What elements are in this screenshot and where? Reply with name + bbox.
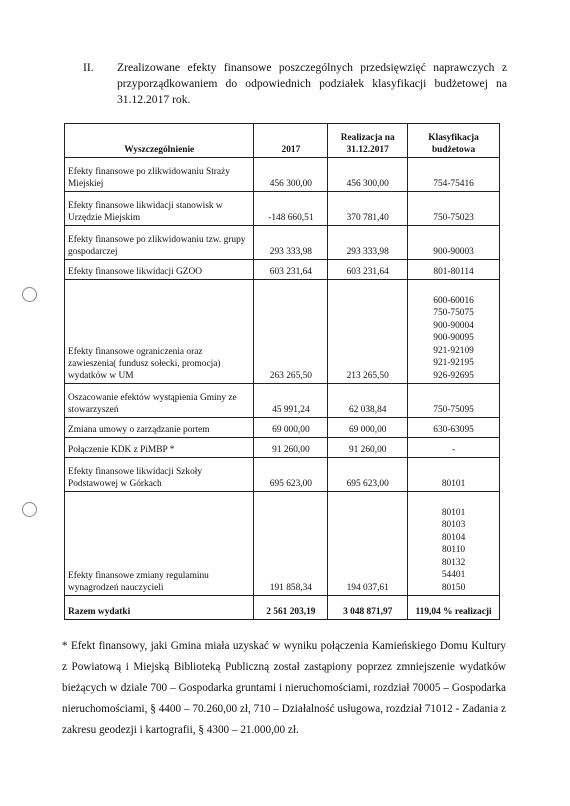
- klasyfikacja-code: 80132: [441, 557, 466, 568]
- row-2017: 263 265,50: [254, 280, 328, 384]
- row-desc: Połączenie KDK z PiMBP *: [65, 438, 254, 458]
- row-desc: Efekty finansowe po zlikwidowaniu Straży Miejskiej: [65, 158, 254, 192]
- row-klasyfikacja: [408, 438, 500, 458]
- row-2017: 191 858,34: [254, 492, 328, 596]
- row-2017: -148 660,51: [254, 192, 328, 226]
- klasyfikacja-code: 80103: [441, 520, 466, 530]
- klasyfikacja-code: 80104: [441, 532, 466, 543]
- row-klasyfikacja: [408, 418, 500, 438]
- punch-hole-top: [22, 287, 37, 302]
- table-row: [65, 158, 500, 192]
- klasyfikacja-code: 801-80114: [433, 266, 474, 277]
- klasyfikacja-code: 900-90095: [433, 333, 474, 343]
- klasyfikacja-code: 80150: [441, 582, 466, 593]
- total-desc: Razem wydatki: [65, 596, 254, 620]
- table-row: [65, 458, 500, 492]
- row-klasyfikacja: [408, 226, 500, 260]
- klasyfikacja-code: 750-75075: [433, 308, 474, 318]
- table-row: [65, 438, 500, 458]
- table-row: [65, 492, 500, 596]
- row-klasyfikacja: [408, 492, 500, 596]
- row-realizacja: 603 231,64: [328, 260, 408, 280]
- row-desc: Efekty finansowe po zlikwidowaniu tzw. grupy gospodarczej: [65, 226, 254, 260]
- row-desc: Oszacowanie efektów wystąpienia Gminy ze stowarzyszeń: [65, 384, 254, 418]
- row-2017: 695 623,00: [254, 458, 328, 492]
- row-klasyfikacja: [408, 384, 500, 418]
- total-row: [65, 596, 500, 620]
- klasyfikacja-code: 921-92109: [433, 345, 474, 356]
- klasyfikacja-code: 80101: [441, 507, 466, 518]
- financial-effects-table: [64, 123, 500, 620]
- row-realizacja: 695 623,00: [328, 458, 408, 492]
- row-realizacja: 62 038,84: [328, 384, 408, 418]
- total-realizacja: 3 048 871,97: [328, 596, 408, 620]
- row-realizacja: 69 000,00: [328, 418, 408, 438]
- punch-hole-bottom: [22, 502, 37, 517]
- row-2017: 293 333,98: [254, 226, 328, 260]
- row-realizacja: 293 333,98: [328, 226, 408, 260]
- klasyfikacja-code: 750-75023: [433, 212, 474, 223]
- klasyfikacja-code: 926-92695: [433, 370, 474, 381]
- header-2017: 2017: [254, 124, 328, 158]
- klasyfikacja-code: 600-60016: [433, 295, 474, 306]
- klasyfikacja-code: 630-63095: [433, 424, 474, 435]
- section-title: Zrealizowane efekty finansowe poszczególnych przedsięwzięć naprawczych z przyporządkowaniem do odpowiednich podziałek klasyfikacji budżetowej na 31.12.2017 rok.: [117, 61, 507, 106]
- header-desc: Wyszczególnienie: [65, 124, 254, 158]
- row-desc: Efekty finansowe ograniczenia oraz zawieszenia( fundusz sołecki, promocja) wydatków w UM: [65, 280, 254, 384]
- table-row: [65, 418, 500, 438]
- total-2017: 2 561 203,19: [254, 596, 328, 620]
- table-row: [65, 192, 500, 226]
- klasyfikacja-code: 750-75095: [433, 404, 474, 415]
- klasyfikacja-code: 900-90004: [433, 320, 474, 331]
- table-row: [65, 384, 500, 418]
- row-2017: 91 260,00: [254, 438, 328, 458]
- row-realizacja: 456 300,00: [328, 158, 408, 192]
- row-desc: Efekty finansowe likwidacji Szkoły Podstawowej w Górkach: [65, 458, 254, 492]
- row-2017: 603 231,64: [254, 260, 328, 280]
- row-desc: Zmiana umowy o zarządzanie portem: [65, 418, 254, 438]
- row-desc: Efekty finansowe likwidacji GZOO: [65, 260, 254, 280]
- table-row: [65, 226, 500, 260]
- klasyfikacja-code: 754-75416: [433, 178, 474, 189]
- table-row: [65, 260, 500, 280]
- row-klasyfikacja: [408, 260, 500, 280]
- total-percent: 119,04 % realizacji: [408, 596, 500, 620]
- klasyfikacja-code: 80101: [441, 478, 466, 489]
- header-realizacja: Realizacja na 31.12.2017: [328, 124, 408, 158]
- row-klasyfikacja: [408, 280, 500, 384]
- row-klasyfikacja: [408, 458, 500, 492]
- row-realizacja: 370 781,40: [328, 192, 408, 226]
- table-row: [65, 280, 500, 384]
- row-klasyfikacja: [408, 158, 500, 192]
- klasyfikacja-code: -: [452, 444, 456, 455]
- klasyfikacja-code: 900-90003: [433, 246, 474, 257]
- row-2017: 69 000,00: [254, 418, 328, 438]
- row-desc: Efekty finansowe zmiany regulaminu wynagrodzeń nauczycieli: [65, 492, 254, 596]
- row-realizacja: 194 037,61: [328, 492, 408, 596]
- klasyfikacja-code: 921-92195: [433, 358, 474, 368]
- header-klasyfikacja: Klasyfikacja budżetowa: [408, 124, 500, 158]
- row-realizacja: 213 265,50: [328, 280, 408, 384]
- klasyfikacja-code: 54401: [441, 570, 466, 580]
- section-number: II.: [83, 61, 94, 74]
- footnote: * Efekt finansowy, jaki Gmina miała uzyskać w wyniku połączenia Kamieńskiego Domu Kultury z Powiatową i Miejską Biblioteką Publiczną został zastąpiony poprzez zmniejszenie wydatków bieżących w dziale 700 – Gospodarka gruntami i nieruchomościami, rozdział 70005 – Gospodarka nieruchomościami, § 4400 – 70.260,00 zł, 710 – Działalność usługowa, rozdział 71012 - Zadania z zakresu geodezji i kartografii, § 4300 – 21.000,00 zł.: [62, 640, 506, 736]
- row-2017: 45 991,24: [254, 384, 328, 418]
- row-klasyfikacja: [408, 192, 500, 226]
- row-realizacja: 91 260,00: [328, 438, 408, 458]
- row-2017: 456 300,00: [254, 158, 328, 192]
- klasyfikacja-code: 80110: [442, 545, 466, 555]
- row-desc: Efekty finansowe likwidacji stanowisk w Urzędzie Miejskim: [65, 192, 254, 226]
